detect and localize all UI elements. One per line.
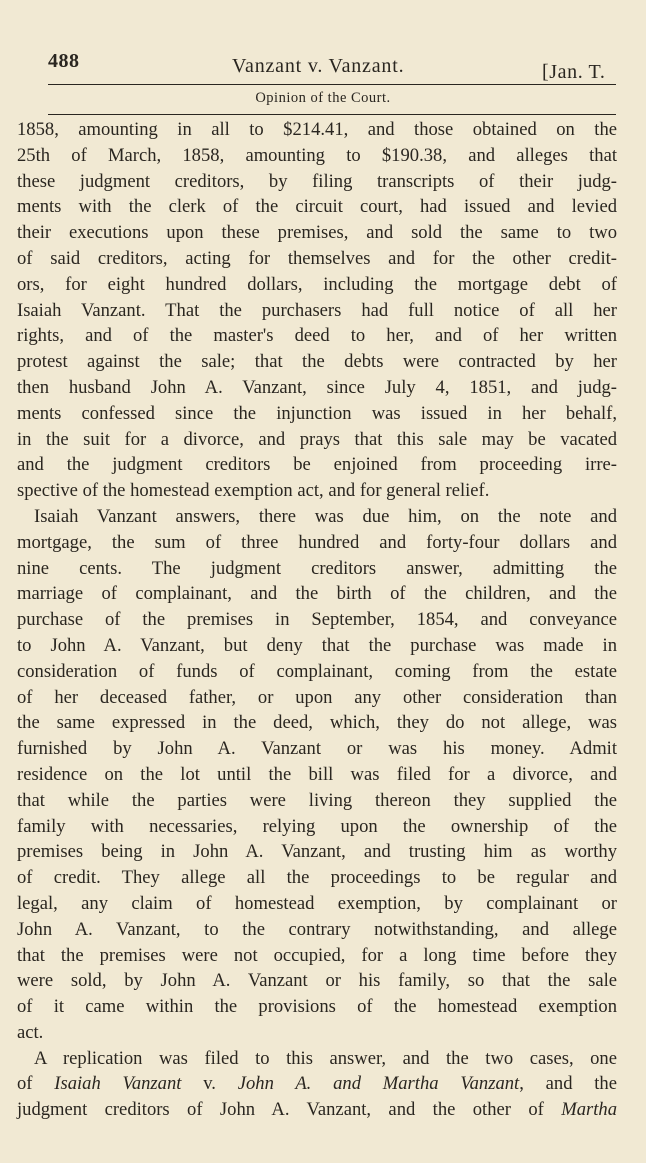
text-line: residence on the lot until the bill was filed for a divorce, and [17,763,617,785]
text-line: of it came within the provisions of the homestead exemption [17,996,617,1018]
text-line: legal, any claim of homestead exemption, by complainant or [17,892,617,914]
text-line: 1858, amounting in all to $214.41, and those obtained on the [17,119,617,140]
text-line: of credit. They allege all the proceedings to be regular and [17,867,617,889]
case-title: Vanzant v. Vanzant. [232,55,405,77]
text-line: of her deceased father, or upon any other consideration than [17,686,617,708]
text-line: of said creditors, acting for themselves and for the other credit- [17,247,617,269]
text-line: spective of the homestead exemption act, and for general relief. [17,480,490,502]
text-line: were sold, by John A. Vanzant or his family, so that the sale [17,970,617,992]
case-name-italic: Martha [561,1099,617,1121]
running-head: Opinion of the Court. [255,90,391,106]
case-name-italic: Isaiah Vanzant [54,1073,182,1095]
text-line: ments with the clerk of the circuit court, had issued and levied [17,196,617,218]
text-line: marriage of complainant, and the birth of the children, and the [17,583,617,605]
text-line: that the premises were not occupied, for a long time before they [17,944,617,966]
text-line: ments confessed since the injunction was issued in her behalf, [17,402,617,424]
text-line: then husband John A. Vanzant, since July 4, 1851, and judg- [17,376,617,398]
text-line: act. [17,1021,44,1043]
opinion-text [17,117,617,1123]
text-line: nine cents. The judgment creditors answer, admitting the [17,557,617,579]
text-line: purchase of the premises in September, 1854, and conveyance [17,609,617,631]
text-line: consideration of funds of complainant, coming from the estate [17,660,617,682]
header-rule [48,84,616,85]
section-rule [48,114,616,115]
text-line: rights, and of the master's deed to her, and of her written [17,325,617,347]
text-line: ors, for eight hundred dollars, including the mortgage debt of [17,273,617,295]
text-line: to John A. Vanzant, but deny that the purchase was made in [17,634,617,656]
court-term: [Jan. T. [542,61,606,83]
case-name-italic: John A. and Martha Vanzant [237,1073,520,1095]
text-line: A replication was filed to this answer, and the two cases, one [34,1047,617,1069]
text-line: 25th of March, 1858, amounting to $190.38, and alleges that [17,144,617,166]
page-number: 488 [48,50,80,72]
text-line: these judgment creditors, by filing transcripts of their judg- [17,170,617,192]
text-line: the same expressed in the deed, which, they do not allege, was [17,712,617,734]
text-fragment: v. [181,1073,238,1095]
text-line: Isaiah Vanzant. That the purchasers had full notice of all her [17,299,617,321]
text-line: mortgage, the sum of three hundred and forty-four dollars and [17,531,617,553]
text-line: their executions upon these premises, and sold the same to two [17,222,617,244]
text-line-with-italics [17,1097,617,1123]
text-fragment: judgment creditors of John A. Vanzant, and the other of [17,1099,562,1121]
text-line: that while the parties were living thereon they supplied the [17,789,617,811]
text-line: John A. Vanzant, to the contrary notwithstanding, and allege [17,918,617,940]
text-line-with-italics [17,1071,617,1097]
text-line: Isaiah Vanzant answers, there was due him, on the note and [34,505,617,527]
text-line: family with necessaries, relying upon the ownership of the [17,815,617,837]
text-line: furnished by John A. Vanzant or was his money. Admit [17,738,617,760]
text-line: premises being in John A. Vanzant, and trusting him as worthy [17,841,617,863]
text-line: protest against the sale; that the debts were contracted by her [17,351,617,373]
text-fragment: , and the [519,1073,617,1095]
text-line: and the judgment creditors be enjoined from proceeding irre- [17,454,617,476]
text-line: in the suit for a divorce, and prays that this sale may be vacated [17,428,617,450]
text-fragment: of [17,1073,55,1095]
